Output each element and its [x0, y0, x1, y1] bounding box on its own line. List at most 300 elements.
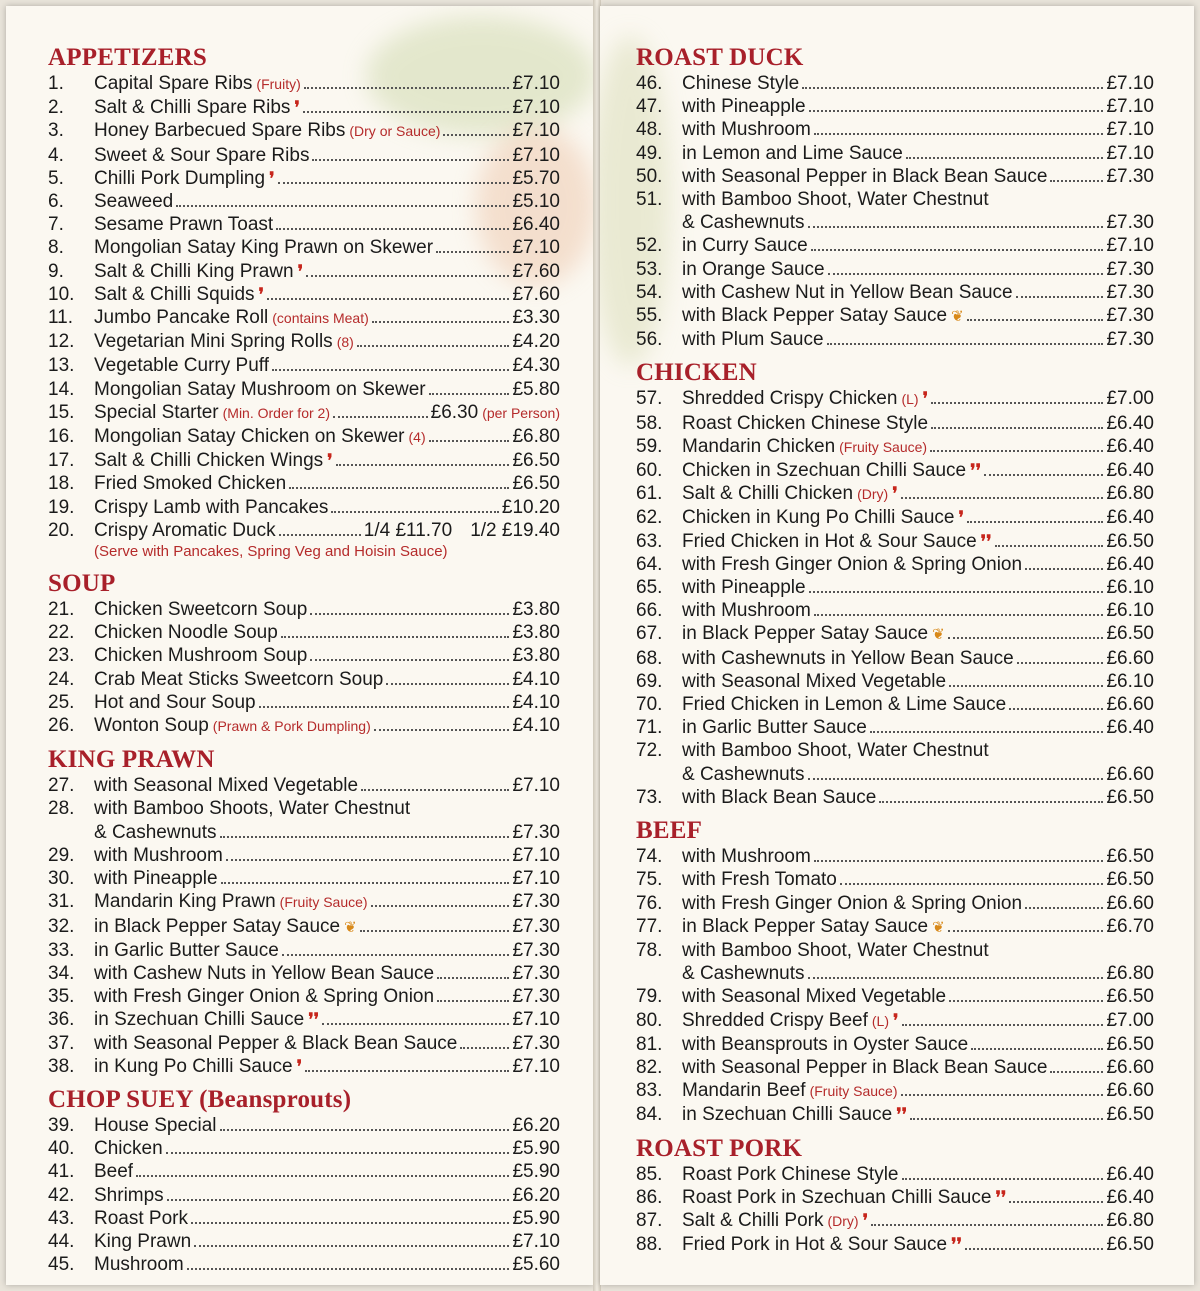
- item-price: £7.00: [1106, 1009, 1154, 1031]
- item-price: £7.30: [1106, 212, 1154, 234]
- item-number: 62.: [636, 507, 663, 529]
- leader-dots: [372, 321, 510, 323]
- item-number: 71.: [636, 717, 663, 739]
- menu-column-right: [636, 44, 1154, 1256]
- leader-dots: [357, 345, 510, 347]
- leader-dots: [808, 778, 1104, 780]
- item-note: (Fruity): [256, 76, 301, 92]
- menu-column-left: [48, 44, 560, 1276]
- item-price: £5.70: [512, 167, 560, 189]
- item-name: Special Starter: [94, 401, 219, 423]
- item-price: £6.50: [1106, 786, 1154, 808]
- leader-dots: [1009, 708, 1103, 710]
- menu-item: [636, 387, 1154, 411]
- leader-dots: [809, 110, 1104, 112]
- item-name: Shredded Crispy Chicken: [682, 388, 898, 410]
- menu-item: [636, 1056, 1154, 1079]
- item-price: £6.10: [1106, 577, 1154, 599]
- item-number: 68.: [636, 647, 663, 669]
- leader-dots: [967, 521, 1103, 523]
- menu-item: [48, 1055, 560, 1078]
- item-number: 42.: [48, 1184, 75, 1206]
- item-price: £7.30: [1106, 329, 1154, 351]
- item-number: 38.: [48, 1055, 75, 1077]
- item-name: with Cashew Nut in Yellow Bean Sauce: [682, 281, 1013, 303]
- item-name: Mongolian Satay Chicken on Skewer: [94, 426, 405, 448]
- leader-dots: [167, 1199, 510, 1201]
- leader-dots: [220, 1129, 510, 1131]
- section-title: BEEF: [636, 817, 703, 845]
- menu-item: [48, 496, 560, 519]
- item-name: with Bamboo Shoot, Water Chestnut: [682, 740, 989, 762]
- item-number: 75.: [636, 869, 663, 891]
- menu-item: [636, 892, 1154, 915]
- menu-item: [48, 1230, 560, 1253]
- menu-item: [48, 598, 560, 621]
- menu-item: [636, 939, 1154, 962]
- item-number: 25.: [48, 691, 75, 713]
- leader-dots: [331, 511, 498, 513]
- menu-item: [636, 95, 1154, 118]
- section-title: SOUP: [48, 570, 116, 598]
- menu-item: [48, 985, 560, 1008]
- item-number: 80.: [636, 1009, 663, 1031]
- item-name: Salt & Chilli King Prawn: [94, 260, 294, 282]
- leader-dots: [306, 275, 509, 277]
- menu-item: [48, 190, 560, 213]
- item-price: £7.10: [512, 775, 560, 797]
- item-number: 35.: [48, 986, 75, 1008]
- item-number: 43.: [48, 1207, 75, 1229]
- leader-dots: [259, 706, 510, 708]
- item-price: £7.30: [1106, 305, 1154, 327]
- item-name: Jumbo Pancake Roll: [94, 307, 269, 329]
- menu-item-continued: [636, 962, 1154, 985]
- item-price: £7.10: [512, 1230, 560, 1252]
- leader-dots: [870, 731, 1104, 733]
- item-name: with Black Pepper Satay Sauce: [682, 305, 948, 327]
- menu-item: [48, 330, 560, 354]
- item-number: 16.: [48, 426, 75, 448]
- leader-dots: [437, 977, 509, 979]
- item-price: £6.60: [1106, 1080, 1154, 1102]
- item-name: with Seasonal Mixed Vegetable: [682, 670, 947, 692]
- menu-item: [636, 622, 1154, 646]
- menu-item: [636, 716, 1154, 739]
- item-price: £7.10: [1106, 96, 1154, 118]
- item-name: Roast Pork in Szechuan Chilli Sauce: [682, 1186, 992, 1208]
- item-name: in Curry Sauce: [682, 235, 808, 257]
- item-number: 79.: [636, 986, 663, 1008]
- item-name: House Special: [94, 1114, 217, 1136]
- menu-item: [636, 915, 1154, 939]
- item-number: 67.: [636, 623, 663, 645]
- item-price: £3.80: [512, 645, 560, 667]
- item-name: Chicken in Szechuan Chilli Sauce: [682, 460, 967, 482]
- item-price: £7.60: [512, 283, 560, 305]
- item-price: £6.30: [430, 401, 479, 423]
- menu-page-left: [6, 6, 594, 1285]
- menu-item: [48, 213, 560, 236]
- item-number: 50.: [636, 165, 663, 187]
- item-number: 18.: [48, 473, 75, 495]
- item-price: £7.30: [512, 939, 560, 961]
- item-name: with Pineapple: [682, 96, 806, 118]
- chilli-icon: ❜: [327, 451, 333, 471]
- item-number: 8.: [48, 237, 64, 259]
- item-name: with Pineapple: [94, 868, 218, 890]
- leader-dots: [136, 1175, 509, 1177]
- item-note: (8): [336, 334, 354, 351]
- item-name: with Bamboo Shoot, Water Chestnut: [682, 189, 989, 211]
- item-price: £6.50: [1106, 869, 1154, 891]
- item-number: 29.: [48, 844, 75, 866]
- leader-dots: [281, 636, 510, 638]
- leader-dots: [221, 882, 510, 884]
- item-price: £5.90: [512, 1161, 560, 1183]
- menu-item: [636, 670, 1154, 693]
- item-name: with Cashew Nuts in Yellow Bean Sauce: [94, 962, 435, 984]
- leader-dots: [1016, 296, 1104, 298]
- item-number: 17.: [48, 450, 75, 472]
- item-name: with Bamboo Shoots, Water Chestnut: [94, 798, 411, 820]
- item-price: £6.40: [1106, 460, 1154, 482]
- item-name: with Bamboo Shoot, Water Chestnut: [682, 939, 989, 961]
- item-price: £3.80: [512, 599, 560, 621]
- item-number: 3.: [48, 120, 64, 142]
- item-price: £6.40: [1106, 412, 1154, 434]
- leader-dots: [931, 427, 1103, 429]
- item-number: 11.: [48, 307, 74, 329]
- item-price: £7.10: [1106, 235, 1154, 257]
- leader-dots: [949, 1000, 1103, 1002]
- item-number: 48.: [636, 119, 663, 141]
- menu-item: [48, 378, 560, 401]
- leader-dots: [948, 930, 1104, 932]
- item-price: £6.50: [1106, 846, 1154, 868]
- leader-dots: [802, 87, 1103, 89]
- leader-dots: [965, 1248, 1103, 1250]
- leader-dots: [304, 87, 510, 89]
- item-price: £7.30: [512, 1032, 560, 1054]
- leader-dots: [374, 729, 510, 731]
- menu-item: [48, 867, 560, 890]
- item-name: with Seasonal Mixed Vegetable: [94, 775, 359, 797]
- item-name-line2: & Cashewnuts: [682, 963, 805, 985]
- item-number: 56.: [636, 329, 663, 351]
- pepper-icon: ❦: [951, 308, 964, 326]
- item-price: £7.10: [512, 237, 560, 259]
- item-number: 51.: [636, 189, 663, 211]
- item-number: 63.: [636, 530, 663, 552]
- item-number: 46.: [636, 73, 663, 94]
- item-name: with Seasonal Pepper & Black Bean Sauce: [94, 1032, 458, 1054]
- menu-item: [636, 1233, 1154, 1256]
- leader-dots: [984, 474, 1103, 476]
- item-name: Capital Spare Ribs: [94, 73, 253, 94]
- item-name: in Lemon and Lime Sauce: [682, 142, 903, 164]
- item-price-note: (per Person): [482, 404, 560, 421]
- section-title: CHOP SUEY (Beansprouts): [48, 1085, 352, 1113]
- menu-item: [636, 1009, 1154, 1033]
- item-price: £6.60: [1106, 1056, 1154, 1078]
- menu-item: [48, 354, 560, 377]
- item-price: £7.10: [512, 73, 560, 94]
- item-name: Chinese Style: [682, 73, 800, 94]
- leader-dots: [361, 789, 509, 791]
- item-name: Hot and Sour Soup: [94, 691, 256, 713]
- chilli-icon: ❜❜: [980, 531, 992, 551]
- item-number: 78.: [636, 939, 663, 961]
- leader-dots: [360, 930, 510, 932]
- menu-item: [48, 939, 560, 962]
- item-price: £7.10: [512, 1009, 560, 1031]
- item-number: 76.: [636, 892, 663, 914]
- item-name: Sweet & Sour Spare Ribs: [94, 144, 310, 166]
- menu-item: [636, 165, 1154, 188]
- item-name: Chicken Noodle Soup: [94, 622, 278, 644]
- item-price: £6.50: [1106, 1104, 1154, 1126]
- item-name-line2: & Cashewnuts: [94, 821, 217, 843]
- leader-dots: [166, 1152, 510, 1154]
- item-number: 1.: [48, 73, 64, 94]
- item-price: £10.20: [501, 496, 560, 518]
- item-price: £6.50: [1106, 623, 1154, 645]
- item-name: Crispy Aromatic Duck: [94, 519, 276, 541]
- item-note: (Fruity Sauce): [809, 1083, 898, 1100]
- item-price: £5.10: [512, 191, 560, 213]
- item-name: in Black Pepper Satay Sauce: [682, 915, 929, 937]
- item-price: £7.10: [1106, 142, 1154, 164]
- chilli-icon: ❜: [296, 1056, 303, 1076]
- menu-item: [48, 668, 560, 691]
- item-price: £6.40: [512, 214, 560, 236]
- item-name: Chicken: [94, 1138, 163, 1160]
- leader-dots: [808, 977, 1104, 979]
- menu-item: [48, 401, 560, 425]
- item-number: 22.: [48, 622, 75, 644]
- menu-item: [48, 621, 560, 644]
- menu-item: [636, 72, 1154, 95]
- section-title: CHICKEN: [636, 359, 757, 387]
- item-number: 66.: [636, 600, 663, 622]
- item-name: Roast Chicken Chinese Style: [682, 412, 929, 434]
- leader-dots: [336, 464, 510, 466]
- item-price: £7.10: [1106, 73, 1154, 94]
- item-number: 58.: [636, 412, 663, 434]
- item-name: with Mushroom: [682, 600, 811, 622]
- item-price: £6.80: [512, 426, 560, 448]
- item-number: 14.: [48, 378, 75, 400]
- item-name: Beef: [94, 1161, 134, 1183]
- item-number: 10.: [48, 283, 75, 305]
- menu-item: [636, 258, 1154, 281]
- item-price: £5.80: [512, 378, 560, 400]
- item-name-line2: & Cashewnuts: [682, 212, 805, 234]
- item-price: £7.10: [512, 144, 560, 166]
- item-name: in Black Pepper Satay Sauce: [94, 915, 341, 937]
- leader-dots: [930, 450, 1103, 452]
- leader-dots: [460, 1047, 509, 1049]
- leader-dots: [814, 860, 1104, 862]
- menu-item: [636, 576, 1154, 599]
- item-name: Honey Barbecued Spare Ribs: [94, 120, 346, 142]
- item-price: £4.10: [512, 668, 560, 690]
- item-number: 84.: [636, 1104, 663, 1126]
- leader-dots: [436, 251, 509, 253]
- leader-dots: [828, 273, 1104, 275]
- item-price: £4.10: [512, 691, 560, 713]
- item-number: 86.: [636, 1186, 663, 1208]
- leader-dots: [194, 1245, 509, 1247]
- item-name: with Fresh Ginger Onion & Spring Onion: [94, 986, 435, 1008]
- item-name: Fried Smoked Chicken: [94, 473, 287, 495]
- item-name: in Szechuan Chilli Sauce: [94, 1009, 305, 1031]
- item-price: £6.60: [1106, 892, 1154, 914]
- item-name: Shredded Crispy Beef: [682, 1009, 868, 1031]
- pepper-icon: ❦: [932, 626, 945, 644]
- item-number: 72.: [636, 740, 663, 762]
- menu-item: [636, 985, 1154, 1008]
- item-name: in Garlic Butter Sauce: [94, 939, 279, 961]
- menu-item: [636, 530, 1154, 553]
- menu-item: [636, 118, 1154, 141]
- menu-item: [636, 693, 1154, 716]
- leader-dots: [322, 1023, 509, 1025]
- item-name: Mongolian Satay Mushroom on Skewer: [94, 378, 426, 400]
- item-price: £7.10: [1106, 119, 1154, 141]
- leader-dots: [902, 1024, 1104, 1026]
- item-name: in Orange Sauce: [682, 258, 825, 280]
- item-price: £6.40: [1106, 717, 1154, 739]
- menu-item: [636, 482, 1154, 506]
- item-price: £6.10: [1106, 670, 1154, 692]
- item-number: 4.: [48, 144, 64, 166]
- item-number: 73.: [636, 786, 663, 808]
- chilli-icon: ❜: [892, 484, 898, 504]
- leader-dots: [289, 487, 509, 489]
- item-number: 12.: [48, 331, 75, 353]
- item-name: in Garlic Butter Sauce: [682, 717, 867, 739]
- menu-item: [636, 647, 1154, 670]
- item-number: 20.: [48, 519, 75, 541]
- menu-item: [48, 1160, 560, 1183]
- item-number: 5.: [48, 167, 64, 189]
- menu-item: [636, 412, 1154, 435]
- leader-dots: [429, 393, 510, 395]
- item-number: 15.: [48, 401, 75, 423]
- menu-item: [48, 1137, 560, 1160]
- menu-item: [48, 691, 560, 714]
- menu-item: [48, 236, 560, 259]
- menu-item: [48, 449, 560, 472]
- leader-dots: [949, 685, 1103, 687]
- item-price: £6.50: [1106, 530, 1154, 552]
- section-title: ROAST DUCK: [636, 44, 804, 71]
- leader-dots: [995, 545, 1104, 547]
- item-number: 40.: [48, 1138, 75, 1160]
- menu-item: [636, 281, 1154, 304]
- menu-item: [636, 188, 1154, 211]
- item-price: £7.30: [1106, 281, 1154, 303]
- menu-item: [636, 1033, 1154, 1056]
- menu-item: [636, 1209, 1154, 1233]
- item-name: with Pineapple: [682, 577, 806, 599]
- item-number: 69.: [636, 670, 663, 692]
- item-note: (Min. Order for 2): [222, 404, 330, 421]
- item-price: £7.10: [512, 120, 560, 142]
- menu-item: [48, 425, 560, 449]
- item-price: £6.60: [1106, 647, 1154, 669]
- leader-dots: [386, 683, 509, 685]
- item-price: £7.30: [1106, 165, 1154, 187]
- item-number: 37.: [48, 1032, 75, 1054]
- item-number: 24.: [48, 668, 75, 690]
- item-price: £7.30: [512, 962, 560, 984]
- leader-dots: [371, 905, 510, 907]
- menu-item: [48, 306, 560, 330]
- item-price: £7.30: [512, 915, 560, 937]
- item-subnote: (Serve with Pancakes, Spring Veg and Hoisin Sauce): [94, 543, 448, 561]
- item-name: Salt & Chilli Pork: [682, 1209, 824, 1231]
- item-number: 81.: [636, 1033, 663, 1055]
- item-number: 21.: [48, 599, 75, 621]
- item-price: £7.00: [1106, 388, 1154, 410]
- menu-item: [48, 644, 560, 667]
- item-name: Chicken Sweetcorn Soup: [94, 599, 308, 621]
- item-price: £7.10: [512, 844, 560, 866]
- item-price: £5.90: [512, 1138, 560, 1160]
- item-note: (Fruity Sauce): [279, 894, 368, 911]
- menu-item: [48, 96, 560, 119]
- item-number: 82.: [636, 1056, 663, 1078]
- item-name: Crab Meat Sticks Sweetcorn Soup: [94, 668, 384, 690]
- item-name: Chilli Pork Dumpling: [94, 167, 266, 189]
- menu-item: [636, 328, 1154, 351]
- leader-dots: [310, 659, 509, 661]
- item-price: £7.10: [512, 97, 560, 119]
- item-price: £7.10: [512, 868, 560, 890]
- chilli-icon: ❜: [297, 261, 304, 281]
- item-price: £6.50: [512, 450, 560, 472]
- item-price: £5.90: [512, 1207, 560, 1229]
- leader-dots: [278, 182, 510, 184]
- item-price-half: 1/2 £19.40: [470, 519, 560, 541]
- menu-item: [48, 1032, 560, 1055]
- item-name-line2: & Cashewnuts: [682, 763, 805, 785]
- item-note: (Fruity Sauce): [839, 438, 928, 455]
- item-name: with Beansprouts in Oyster Sauce: [682, 1033, 969, 1055]
- item-number: 55.: [636, 305, 663, 327]
- item-price: £6.20: [512, 1114, 560, 1136]
- item-price: £3.30: [512, 307, 560, 329]
- item-price: £7.30: [512, 821, 560, 843]
- menu-item: [636, 435, 1154, 459]
- item-number: 41.: [48, 1161, 75, 1183]
- item-price: £6.40: [1106, 1186, 1154, 1208]
- item-price: £6.40: [1106, 1163, 1154, 1185]
- menu-item: [636, 739, 1154, 762]
- item-number: 9.: [48, 260, 64, 282]
- menu-item: [48, 1207, 560, 1230]
- menu-item: [48, 260, 560, 283]
- item-name: Chicken in Kung Po Chilli Sauce: [682, 507, 955, 529]
- item-name: Seaweed: [94, 191, 174, 213]
- leader-dots: [437, 1000, 509, 1002]
- item-note: (Dry): [857, 486, 889, 503]
- menu-item: [48, 844, 560, 867]
- leader-dots: [879, 801, 1103, 803]
